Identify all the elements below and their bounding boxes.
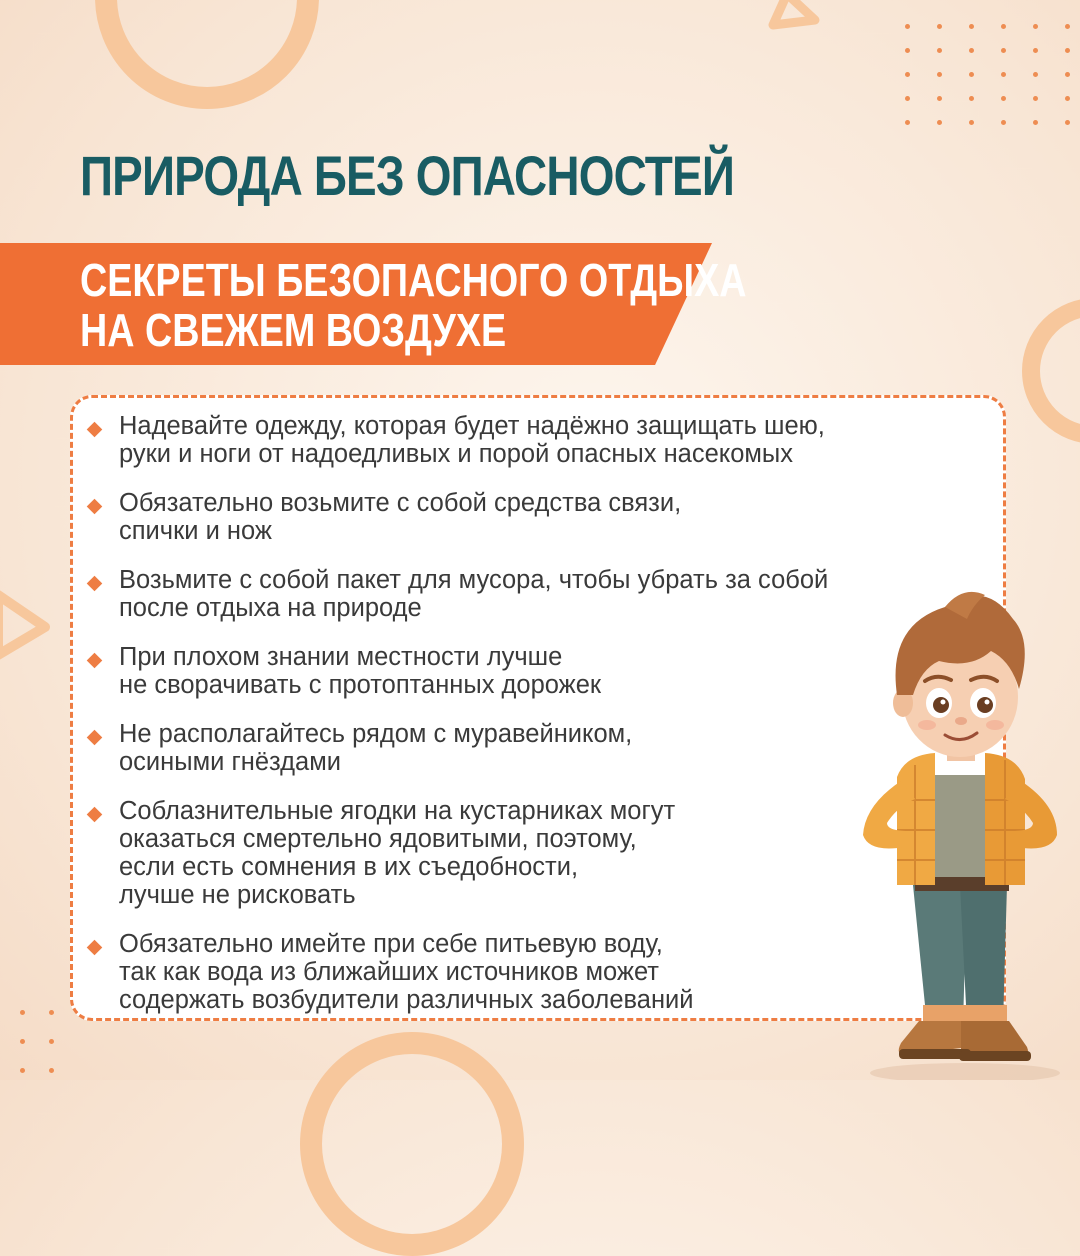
diamond-bullet-icon	[87, 422, 103, 438]
tip-text: Соблазнительные ягодки на кустарниках могут оказаться смертельно ядовитыми, поэтому, если есть сомнения в их съедобности, лучше не рисковать	[119, 797, 676, 909]
tip-text: Обязательно имейте при себе питьевую воду, так как вода из ближайших источников может содержать возбудители различных заболеваний	[119, 930, 694, 1014]
decorative-dots	[20, 1010, 54, 1073]
decorative-triangle-icon	[765, 0, 825, 40]
diamond-bullet-icon	[87, 653, 103, 669]
diamond-bullet-icon	[87, 807, 103, 823]
decorative-ring	[1022, 298, 1080, 444]
diamond-bullet-icon	[87, 499, 103, 515]
page-title: ПРИРОДА БЕЗ ОПАСНОСТЕЙ	[80, 144, 735, 207]
subtitle-text	[80, 255, 747, 355]
diamond-bullet-icon	[87, 576, 103, 592]
tip-text: Обязательно возьмите с собой средства связи, спички и нож	[119, 489, 682, 545]
subtitle-line: СЕКРЕТЫ БЕЗОПАСНОГО ОТДЫХА	[80, 254, 747, 306]
diamond-bullet-icon	[87, 730, 103, 746]
tip-text: Возьмите с собой пакет для мусора, чтобы убрать за собой после отдыха на природе	[119, 566, 829, 622]
tip-text: Не располагайтесь рядом с муравейником, осиными гнёздами	[119, 720, 633, 776]
tip-text: При плохом знании местности лучше не сворачивать с протоптанных дорожек	[119, 643, 602, 699]
boy-character-illustration	[835, 585, 1080, 1080]
decorative-dots	[905, 24, 1070, 125]
subtitle-line: НА СВЕЖЕМ ВОЗДУХЕ	[80, 304, 507, 356]
list-item	[86, 412, 1016, 468]
decorative-ring	[95, 0, 319, 109]
decorative-triangle-icon	[0, 585, 60, 665]
tip-text: Надевайте одежду, которая будет надёжно защищать шею, руки и ноги от надоедливых и порой опасных насекомых	[119, 412, 825, 468]
list-item	[86, 489, 1016, 545]
diamond-bullet-icon	[87, 940, 103, 956]
decorative-ring	[300, 1032, 524, 1256]
